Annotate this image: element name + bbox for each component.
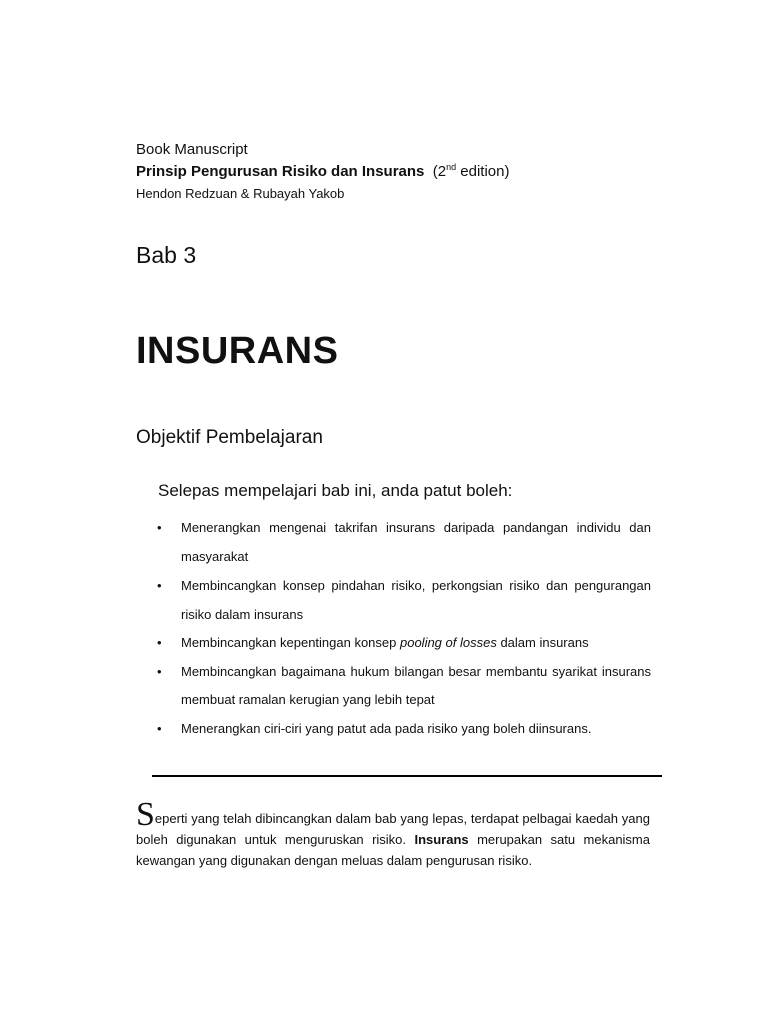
- body-paragraph: [136, 796, 650, 871]
- list-item: [156, 658, 651, 715]
- body-text-part1: eperti yang telah dibincangkan dalam bab yang lepas, terdapat pelbagai kaedah yang boleh digunakan untuk menguruskan risiko.: [136, 811, 650, 847]
- book-title-line: [136, 163, 509, 181]
- objectives-intro: Selepas mempelajari bab ini, anda patut boleh:: [158, 481, 513, 500]
- body-bold-term: Insurans: [414, 832, 469, 847]
- objectives-list: [156, 514, 651, 743]
- objective-italic-term: pooling of losses: [399, 635, 497, 650]
- objective-text: Membincangkan konsep pindahan risiko, perkongsian risiko dan pengurangan risiko dalam insurans: [181, 578, 651, 622]
- chapter-number: Bab 3: [136, 242, 197, 268]
- objectives-heading: Objektif Pembelajaran: [136, 427, 323, 448]
- list-item: [156, 572, 651, 629]
- list-item: [156, 514, 651, 571]
- objective-text-before: Membincangkan kepentingan konsep: [181, 635, 400, 650]
- objective-text: Menerangkan ciri-ciri yang patut ada pada risiko yang boleh diinsurans.: [181, 720, 592, 736]
- edition-open: (2: [432, 163, 447, 180]
- list-item: [156, 715, 651, 744]
- manuscript-label: Book Manuscript: [136, 141, 248, 158]
- objective-text-after: dalam insurans: [496, 635, 589, 650]
- bullet-icon: •: [157, 720, 162, 736]
- book-title: Prinsip Pengurusan Risiko dan Insurans: [136, 163, 425, 180]
- objective-text: [181, 629, 651, 658]
- edition-close: edition): [456, 163, 510, 180]
- drop-cap: S: [136, 796, 155, 833]
- objective-text: Menerangkan mengenai takrifan insurans daripada pandangan individu dan masyarakat: [181, 520, 651, 564]
- bullet-icon: •: [157, 520, 162, 535]
- section-divider: [152, 775, 662, 777]
- bullet-icon: •: [157, 578, 162, 593]
- bullet-icon: •: [157, 635, 162, 650]
- bullet-icon: •: [157, 663, 162, 679]
- chapter-title: INSURANS: [136, 330, 339, 372]
- body-text-part2: merupakan satu mekanisma kewangan yang digunakan dengan meluas dalam pengurusan risiko.: [136, 832, 650, 868]
- authors: Hendon Redzuan & Rubayah Yakob: [136, 186, 345, 201]
- list-item: [156, 629, 651, 658]
- edition-superscript: nd: [446, 162, 457, 172]
- objective-text: Membincangkan bagaimana hukum bilangan besar membantu syarikat insurans membuat ramalan kerugian yang lebih tepat: [181, 663, 651, 707]
